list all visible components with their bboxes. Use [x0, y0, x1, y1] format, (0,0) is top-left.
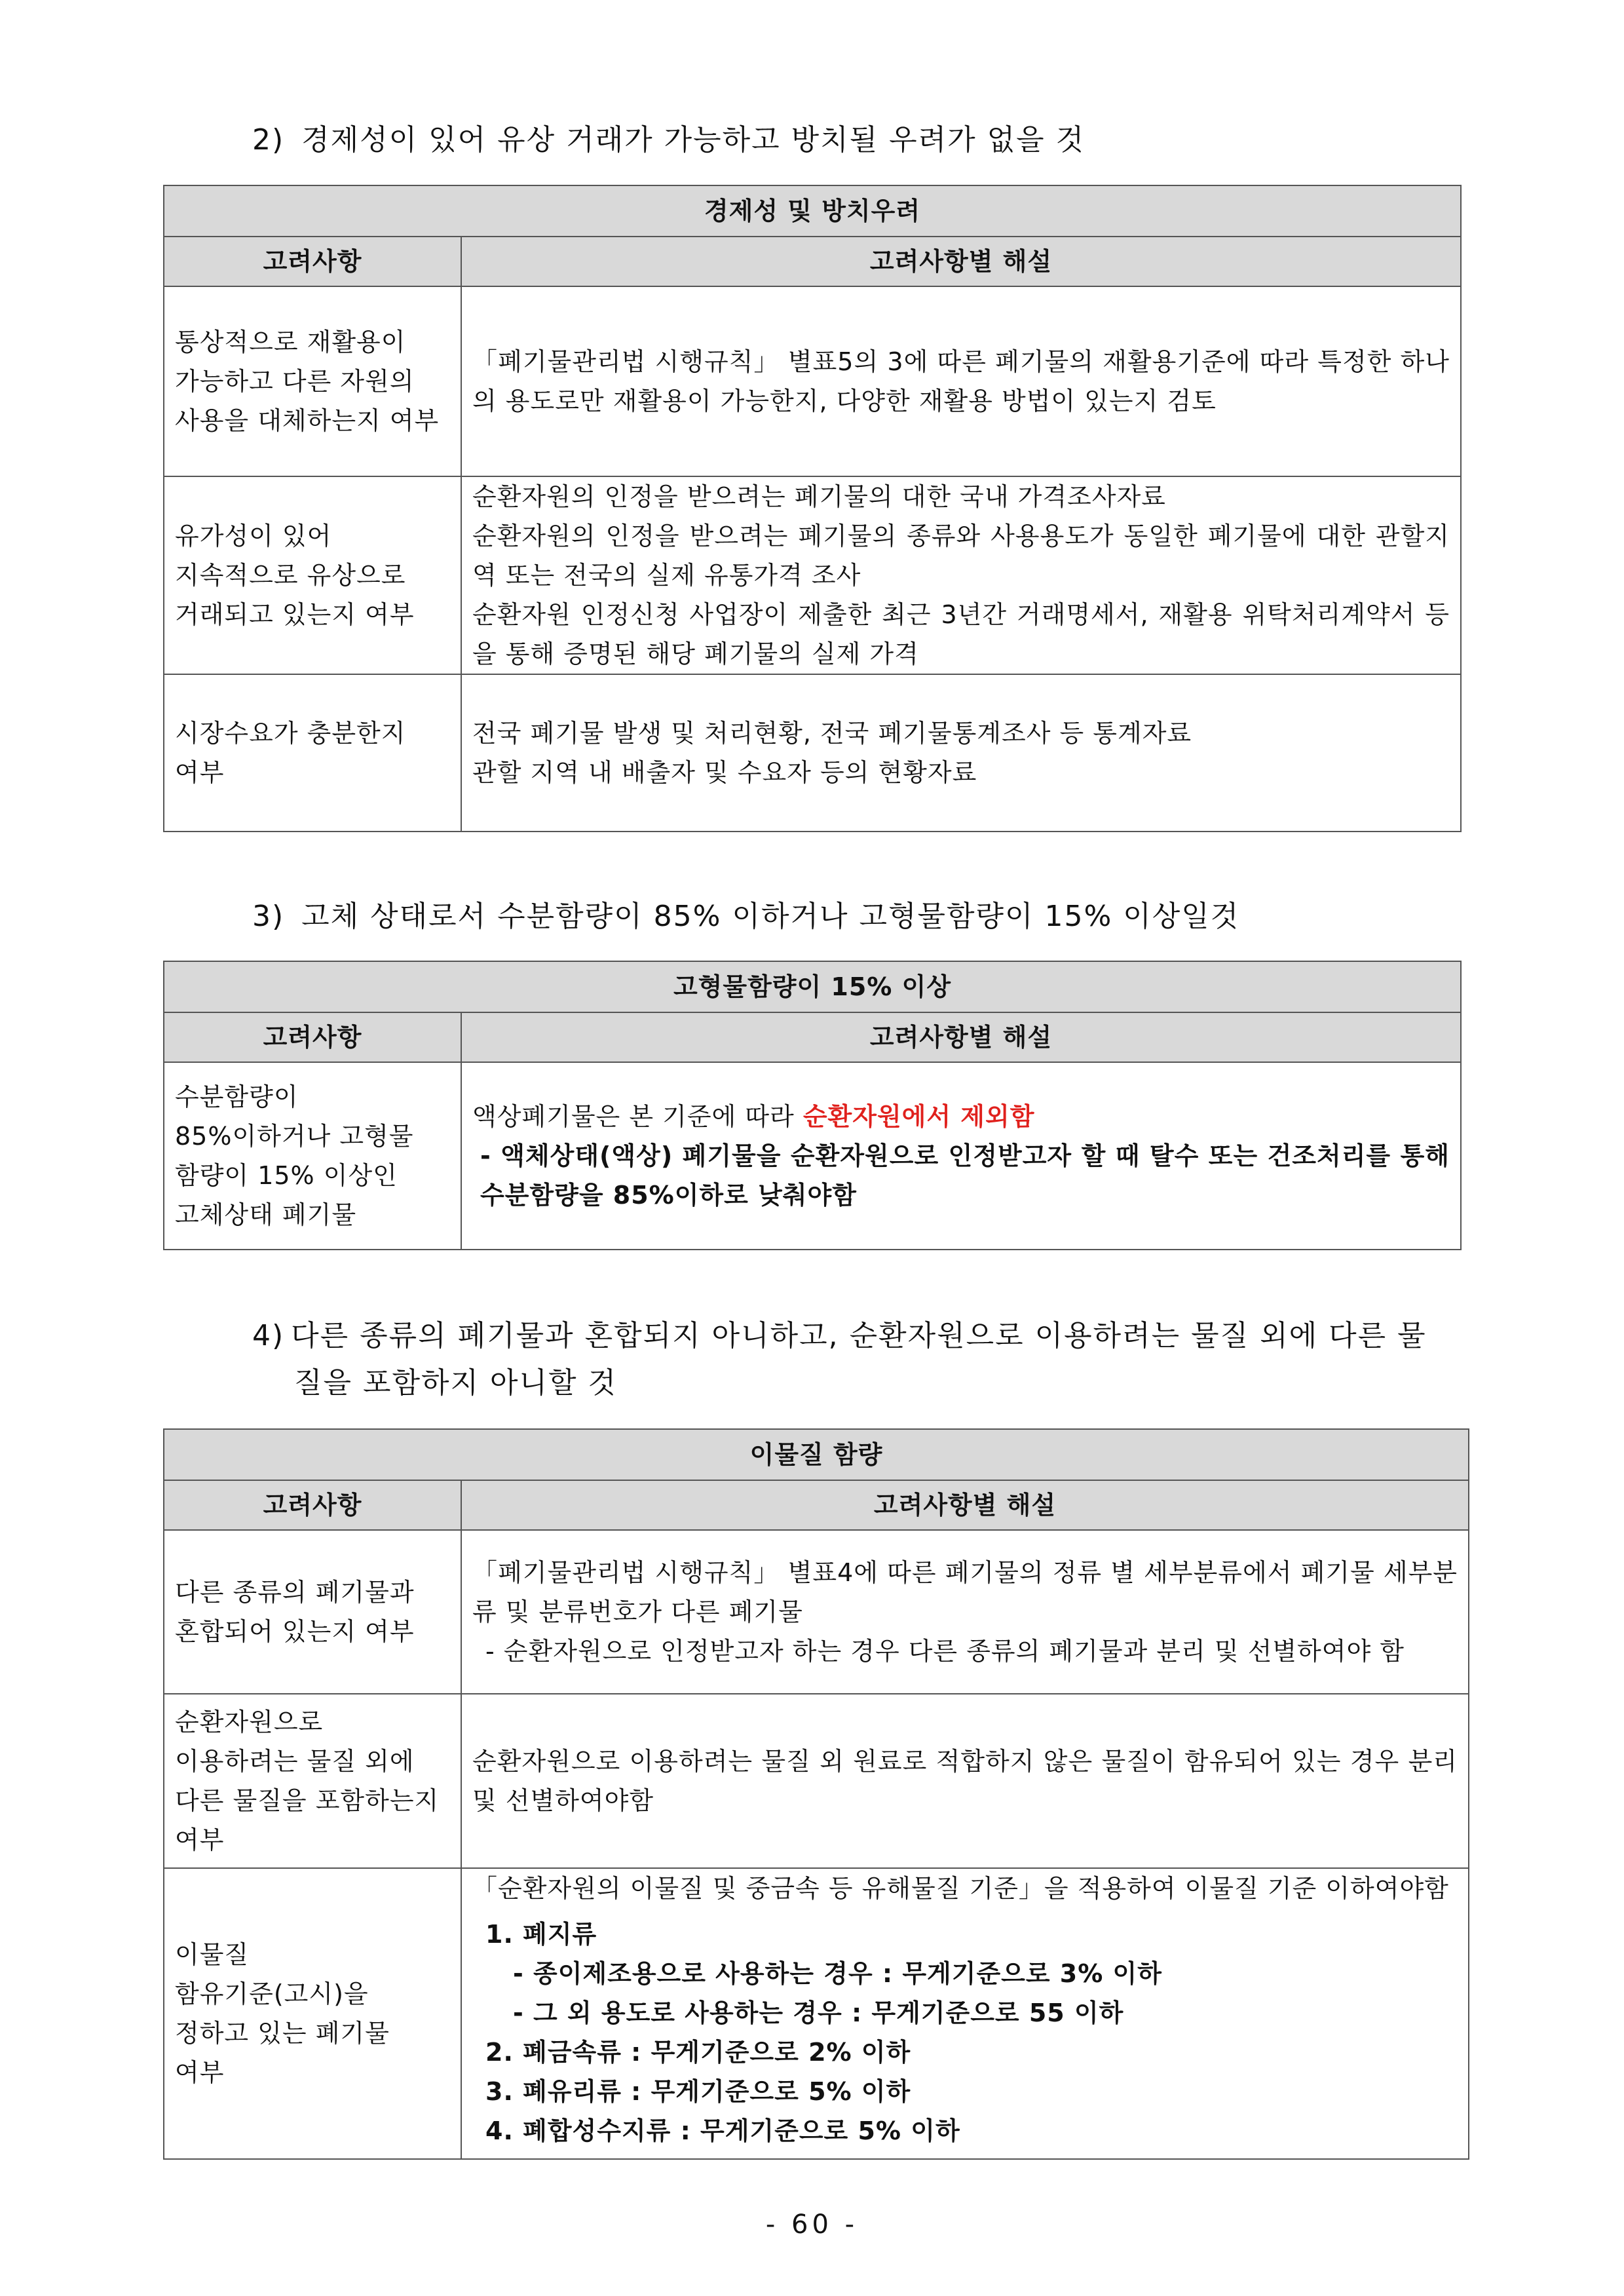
section-2-number: 2) [252, 123, 285, 157]
table-row [164, 1062, 1461, 1250]
section-4-title-line1: 다른 종류의 폐기물과 혼합되지 아니하고, 순환자원으로 이용하려는 물질 외에 다른 물 [291, 1319, 1427, 1352]
section-4-number: 4) [252, 1319, 285, 1352]
col-header-explanation: 고려사항별 해설 [461, 237, 1461, 286]
economy-table-title: 경제성 및 방치우려 [164, 185, 1461, 237]
standard-item: - 그 외 용도로 사용하는 경우 : 무게기준으로 55 이하 [513, 1999, 1124, 2027]
table-row [164, 1868, 1469, 2159]
table-row [164, 1530, 1469, 1694]
standard-item: 1. 폐지류 [485, 1920, 597, 1949]
liquid-waste-note: - 액체상태(액상) 폐기물을 순환자원으로 인정받고자 할 때 탈수 또는 건조처리를 통해 수분함량을 85%이하로 낮춰야함 [480, 1141, 1450, 1210]
standard-item: 2. 폐금속류 : 무게기준으로 2% 이하 [485, 2038, 911, 2067]
section-2-title: 경제성이 있어 유상 거래가 가능하고 방치될 우려가 없을 것 [301, 123, 1086, 157]
row-explanation: 전국 폐기물 발생 및 처리현황, 전국 폐기물통계조사 등 통계자료 관할 지역 내 배출자 및 수요자 등의 현황자료 [461, 674, 1461, 832]
row-label: 다른 종류의 폐기물과 혼합되어 있는지 여부 [164, 1530, 461, 1694]
row-explanation: 액상폐기물은 본 기준에 따라 순환자원에서 제외함 - 액체상태(액상) 폐기물을 순환자원으로 인정받고자 할 때 탈수 또는 건조처리를 통해 수분함량을 85%이하로 낮춰야함 [461, 1062, 1461, 1250]
table-row [164, 476, 1461, 674]
section-4-title-line2: 질을 포함하지 아니할 것 [294, 1366, 617, 1400]
col-header-considerations: 고려사항 [164, 1480, 461, 1530]
economy-table [163, 185, 1462, 832]
row-explanation: 「폐기물관리법 시행규칙」 별표4에 따른 폐기물의 정류 별 세부분류에서 폐기물 세부분류 및 분류번호가 다른 폐기물 - 순환자원으로 인정받고자 하는 경우 다른 종류의 폐기물과 분리 및 선별하여야 함 [461, 1530, 1469, 1694]
exclusion-note: 순환자원에서 제외함 [803, 1102, 1035, 1131]
table-row [164, 286, 1461, 476]
section-2-heading [252, 117, 1085, 164]
row-label: 시장수요가 충분한지 여부 [164, 674, 461, 832]
row-label: 수분함량이 85%이하거나 고형물 함량이 15% 이상인 고체상태 폐기물 [164, 1062, 461, 1250]
row-label: 통상적으로 재활용이 가능하고 다른 자원의 사용을 대체하는지 여부 [164, 286, 461, 476]
foreign-matter-table-title: 이물질 함량 [164, 1429, 1469, 1480]
row-explanation: 순환자원으로 이용하려는 물질 외 원료로 적합하지 않은 물질이 함유되어 있는 경우 분리 및 선별하여야함 [461, 1694, 1469, 1868]
section-3-title: 고체 상태로서 수분함량이 85% 이하거나 고형물함량이 15% 이상일것 [301, 900, 1240, 933]
foreign-matter-table [163, 1428, 1469, 2160]
row-label: 이물질 함유기준(고시)을 정하고 있는 폐기물 여부 [164, 1868, 461, 2159]
col-header-explanation: 고려사항별 해설 [461, 1480, 1469, 1530]
row-explanation: 순환자원의 인정을 받으려는 폐기물의 대한 국내 가격조사자료 순환자원의 인정을 받으려는 폐기물의 종류와 사용용도가 동일한 폐기물에 대한 관할지역 또는 전국의 실제 유통가격 조사 순환자원 인정신청 사업장이 제출한 최근 3년간 거래명세서, 재활용 위탁처리계약서 등을 통해 증명된 해당 폐기물의 실제 가격 [461, 476, 1461, 674]
col-header-explanation: 고려사항별 해설 [461, 1012, 1461, 1062]
row-explanation: 「순환자원의 이물질 및 중금속 등 유해물질 기준」을 적용하여 이물질 기준 이하여야함 1. 폐지류 - 종이제조용으로 사용하는 경우 : 무게기준으로 3% 이하 - 그 외 용도로 사용하는 경우 : 무게기준으로 55 이하 2. 폐금속류 : 무게기준으로 2% 이하 3. 폐유리류 : 무게기준으로 5% 이하 4. 폐합성수지류 : 무게기준으로 5% 이하 [461, 1868, 1469, 2159]
standard-item: 3. 폐유리류 : 무게기준으로 5% 이하 [485, 2077, 911, 2106]
row-explanation: 「폐기물관리법 시행규칙」 별표5의 3에 따른 폐기물의 재활용기준에 따라 특정한 하나의 용도로만 재활용이 가능한지, 다양한 재활용 방법이 있는지 검토 [461, 286, 1461, 476]
row-label: 유가성이 있어 지속적으로 유상으로 거래되고 있는지 여부 [164, 476, 461, 674]
solids-table [163, 961, 1462, 1250]
table-row [164, 674, 1461, 832]
col-header-considerations: 고려사항 [164, 1012, 461, 1062]
col-header-considerations: 고려사항 [164, 237, 461, 286]
solids-table-title: 고형물함량이 15% 이상 [164, 961, 1461, 1012]
standard-item: - 종이제조용으로 사용하는 경우 : 무게기준으로 3% 이하 [513, 1959, 1162, 1988]
row-label: 순환자원으로 이용하려는 물질 외에 다른 물질을 포함하는지 여부 [164, 1694, 461, 1868]
table-row [164, 1694, 1469, 1868]
page-number: - 60 - [765, 2210, 859, 2240]
standard-item: 4. 폐합성수지류 : 무게기준으로 5% 이하 [485, 2116, 960, 2145]
section-3-number: 3) [252, 900, 285, 933]
section-3-heading [252, 893, 1239, 940]
section-4-heading [252, 1312, 1497, 1407]
